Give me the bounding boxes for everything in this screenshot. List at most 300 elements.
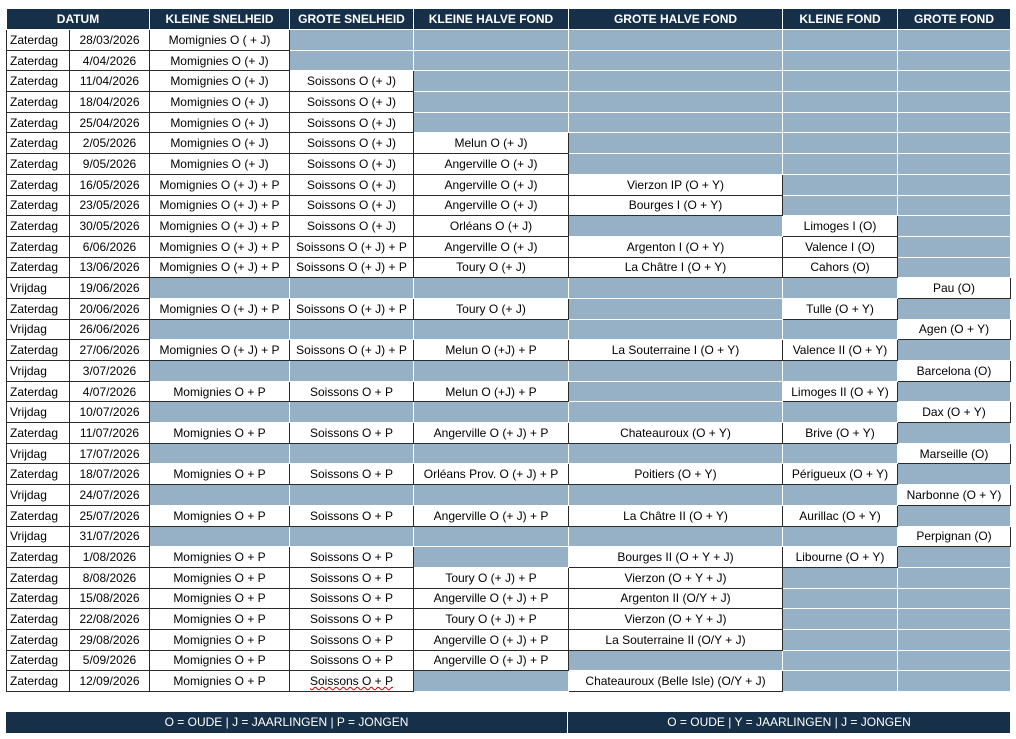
cell-date[interactable]: [70, 92, 150, 113]
cell-day[interactable]: [7, 257, 70, 278]
cell-kleine-fond[interactable]: [783, 319, 898, 340]
cell-kleine-halve-fond[interactable]: [414, 402, 569, 423]
cell-grote-fond[interactable]: [898, 154, 1011, 175]
header-kleine-halve-fond[interactable]: KLEINE HALVE FOND: [414, 9, 569, 30]
table-row: [7, 92, 1011, 113]
cell-grote-fond[interactable]: [898, 298, 1011, 319]
cell-date[interactable]: [70, 609, 150, 630]
cell-kleine-snelheid[interactable]: [150, 588, 290, 609]
cell-kleine-halve-fond[interactable]: [414, 423, 569, 444]
cell-text: Zaterdag: [10, 384, 59, 399]
cell-kleine-snelheid[interactable]: [150, 174, 290, 195]
cell-kleine-snelheid[interactable]: [150, 505, 290, 526]
cell-date[interactable]: [70, 112, 150, 133]
cell-kleine-fond[interactable]: [783, 588, 898, 609]
cell-grote-snelheid[interactable]: [290, 402, 414, 423]
cell-kleine-fond[interactable]: [783, 464, 898, 485]
cell-text: Zaterdag: [10, 425, 59, 440]
cell-text: Zaterdag: [10, 115, 59, 130]
table-row: [7, 278, 1011, 299]
cell-grote-halve-fond[interactable]: [569, 423, 783, 444]
cell-grote-snelheid[interactable]: [290, 133, 414, 154]
cell-kleine-fond[interactable]: [783, 443, 898, 464]
cell-grote-snelheid[interactable]: [290, 257, 414, 278]
cell-grote-halve-fond[interactable]: [569, 195, 783, 216]
cell-day[interactable]: [7, 298, 70, 319]
cell-kleine-snelheid[interactable]: [150, 319, 290, 340]
cell-date[interactable]: [70, 402, 150, 423]
cell-kleine-snelheid[interactable]: [150, 567, 290, 588]
cell-grote-snelheid[interactable]: [290, 195, 414, 216]
cell-grote-fond[interactable]: [898, 671, 1011, 692]
cell-grote-halve-fond[interactable]: [569, 361, 783, 382]
cell-date[interactable]: [70, 71, 150, 92]
cell-kleine-snelheid[interactable]: [150, 671, 290, 692]
cell-date[interactable]: [70, 50, 150, 71]
cell-day[interactable]: [7, 671, 70, 692]
cell-day[interactable]: [7, 112, 70, 133]
cell-grote-snelheid[interactable]: [290, 443, 414, 464]
cell-text: Soissons O (+ J): [306, 177, 397, 192]
cell-kleine-fond[interactable]: [783, 30, 898, 51]
cell-grote-halve-fond[interactable]: [569, 505, 783, 526]
cell-kleine-snelheid[interactable]: [150, 526, 290, 547]
cell-kleine-fond[interactable]: [783, 547, 898, 568]
cell-kleine-fond[interactable]: [783, 50, 898, 71]
cell-date[interactable]: [70, 629, 150, 650]
cell-text: Soissons O (+ J): [306, 198, 397, 213]
cell-grote-snelheid[interactable]: [290, 547, 414, 568]
cell-grote-snelheid[interactable]: [290, 30, 414, 51]
cell-grote-fond[interactable]: [898, 609, 1011, 630]
cell-kleine-snelheid[interactable]: [150, 402, 290, 423]
cell-day[interactable]: [7, 505, 70, 526]
cell-kleine-halve-fond[interactable]: [414, 154, 569, 175]
cell-grote-halve-fond[interactable]: [569, 92, 783, 113]
cell-grote-fond[interactable]: [898, 650, 1011, 671]
cell-kleine-snelheid[interactable]: [150, 92, 290, 113]
cell-text: Angerville O (+ J) + P: [433, 653, 549, 668]
cell-date[interactable]: [70, 236, 150, 257]
cell-grote-halve-fond[interactable]: [569, 154, 783, 175]
cell-kleine-snelheid[interactable]: [150, 464, 290, 485]
cell-grote-halve-fond[interactable]: [569, 319, 783, 340]
cell-grote-halve-fond[interactable]: [569, 257, 783, 278]
cell-day[interactable]: [7, 50, 70, 71]
cell-grote-fond[interactable]: [898, 629, 1011, 650]
cell-grote-fond[interactable]: [898, 174, 1011, 195]
cell-day[interactable]: [7, 71, 70, 92]
cell-kleine-snelheid[interactable]: [150, 50, 290, 71]
header-grote-halve-fond[interactable]: GROTE HALVE FOND: [569, 9, 783, 30]
cell-kleine-halve-fond[interactable]: [414, 381, 569, 402]
cell-grote-halve-fond[interactable]: [569, 547, 783, 568]
cell-kleine-snelheid[interactable]: [150, 154, 290, 175]
cell-grote-halve-fond[interactable]: [569, 112, 783, 133]
cell-grote-halve-fond[interactable]: [569, 236, 783, 257]
cell-kleine-fond[interactable]: [783, 340, 898, 361]
cell-grote-fond[interactable]: [898, 278, 1011, 299]
cell-grote-snelheid[interactable]: [290, 278, 414, 299]
cell-grote-halve-fond[interactable]: [569, 671, 783, 692]
cell-kleine-snelheid[interactable]: [150, 298, 290, 319]
cell-grote-snelheid[interactable]: [290, 567, 414, 588]
cell-day[interactable]: [7, 443, 70, 464]
cell-text: Momignies O + P: [173, 612, 266, 627]
cell-grote-fond[interactable]: [898, 216, 1011, 237]
cell-day[interactable]: [7, 30, 70, 51]
cell-kleine-snelheid[interactable]: [150, 71, 290, 92]
cell-kleine-halve-fond[interactable]: [414, 609, 569, 630]
cell-kleine-halve-fond[interactable]: [414, 278, 569, 299]
cell-kleine-halve-fond[interactable]: [414, 464, 569, 485]
cell-grote-halve-fond[interactable]: [569, 50, 783, 71]
cell-grote-fond[interactable]: [898, 402, 1011, 423]
cell-grote-fond[interactable]: [898, 567, 1011, 588]
cell-day[interactable]: [7, 650, 70, 671]
cell-grote-fond[interactable]: [898, 381, 1011, 402]
cell-grote-fond[interactable]: [898, 505, 1011, 526]
cell-kleine-halve-fond[interactable]: [414, 505, 569, 526]
cell-text: Soissons O (+ J) + P: [296, 301, 407, 316]
cell-date[interactable]: [70, 526, 150, 547]
cell-grote-snelheid[interactable]: [290, 92, 414, 113]
table-row: [7, 629, 1011, 650]
cell-day[interactable]: [7, 547, 70, 568]
cell-kleine-halve-fond[interactable]: [414, 319, 569, 340]
cell-grote-halve-fond[interactable]: [569, 485, 783, 506]
cell-grote-fond[interactable]: [898, 588, 1011, 609]
cell-day[interactable]: [7, 92, 70, 113]
cell-kleine-fond[interactable]: [783, 71, 898, 92]
cell-kleine-halve-fond[interactable]: [414, 650, 569, 671]
cell-kleine-fond[interactable]: [783, 526, 898, 547]
cell-grote-snelheid[interactable]: [290, 588, 414, 609]
cell-grote-halve-fond[interactable]: [569, 629, 783, 650]
cell-text: La Châtre I (O + Y): [624, 260, 727, 275]
cell-text: Zaterdag: [10, 260, 59, 275]
cell-grote-fond[interactable]: [898, 464, 1011, 485]
cell-text: Zaterdag: [10, 467, 59, 482]
cell-grote-snelheid[interactable]: [290, 505, 414, 526]
cell-grote-snelheid[interactable]: [290, 50, 414, 71]
cell-date[interactable]: [70, 650, 150, 671]
cell-grote-halve-fond[interactable]: [569, 609, 783, 630]
cell-day[interactable]: [7, 133, 70, 154]
header-kleine-fond[interactable]: KLEINE FOND: [783, 9, 898, 30]
cell-date[interactable]: [70, 174, 150, 195]
cell-grote-halve-fond[interactable]: [569, 174, 783, 195]
cell-kleine-snelheid[interactable]: [150, 236, 290, 257]
cell-grote-halve-fond[interactable]: [569, 298, 783, 319]
cell-kleine-fond[interactable]: [783, 216, 898, 237]
cell-day[interactable]: [7, 361, 70, 382]
cell-kleine-fond[interactable]: [783, 278, 898, 299]
cell-text: Marseille (O): [919, 446, 989, 461]
cell-kleine-snelheid[interactable]: [150, 195, 290, 216]
cell-kleine-fond[interactable]: [783, 92, 898, 113]
cell-text: Zaterdag: [10, 591, 59, 606]
cell-grote-fond[interactable]: [898, 30, 1011, 51]
cell-text: Angerville O (+ J): [444, 177, 538, 192]
cell-grote-snelheid[interactable]: [290, 526, 414, 547]
cell-grote-snelheid[interactable]: [290, 319, 414, 340]
cell-text: 4/04/2026: [82, 53, 137, 68]
cell-grote-snelheid[interactable]: [290, 298, 414, 319]
cell-kleine-halve-fond[interactable]: [414, 236, 569, 257]
cell-day[interactable]: [7, 319, 70, 340]
cell-grote-snelheid[interactable]: [290, 71, 414, 92]
cell-date[interactable]: [70, 505, 150, 526]
cell-grote-snelheid[interactable]: [290, 112, 414, 133]
cell-grote-snelheid[interactable]: [290, 671, 414, 692]
cell-text: Orléans O (+ J): [449, 219, 533, 234]
cell-kleine-halve-fond[interactable]: [414, 71, 569, 92]
cell-kleine-fond[interactable]: [783, 567, 898, 588]
cell-kleine-snelheid[interactable]: [150, 278, 290, 299]
cell-kleine-fond[interactable]: [783, 650, 898, 671]
cell-kleine-halve-fond[interactable]: [414, 195, 569, 216]
cell-kleine-fond[interactable]: [783, 381, 898, 402]
cell-date[interactable]: [70, 133, 150, 154]
cell-date[interactable]: [70, 588, 150, 609]
cell-grote-halve-fond[interactable]: [569, 567, 783, 588]
cell-grote-snelheid[interactable]: [290, 236, 414, 257]
cell-date[interactable]: [70, 278, 150, 299]
cell-grote-fond[interactable]: [898, 257, 1011, 278]
cell-date[interactable]: [70, 485, 150, 506]
cell-text: Cahors (O): [810, 260, 870, 275]
cell-kleine-halve-fond[interactable]: [414, 133, 569, 154]
cell-grote-halve-fond[interactable]: [569, 278, 783, 299]
cell-kleine-fond[interactable]: [783, 402, 898, 423]
cell-grote-fond[interactable]: [898, 71, 1011, 92]
cell-day[interactable]: [7, 154, 70, 175]
cell-grote-fond[interactable]: [898, 133, 1011, 154]
cell-kleine-fond[interactable]: [783, 361, 898, 382]
cell-date[interactable]: [70, 671, 150, 692]
cell-day[interactable]: [7, 340, 70, 361]
cell-grote-fond[interactable]: [898, 195, 1011, 216]
cell-date[interactable]: [70, 361, 150, 382]
cell-grote-halve-fond[interactable]: [569, 381, 783, 402]
cell-kleine-halve-fond[interactable]: [414, 92, 569, 113]
header-grote-fond[interactable]: GROTE FOND: [898, 9, 1011, 30]
cell-date[interactable]: [70, 423, 150, 444]
header-datum[interactable]: DATUM: [7, 9, 150, 30]
cell-date[interactable]: [70, 443, 150, 464]
cell-grote-halve-fond[interactable]: [569, 526, 783, 547]
cell-grote-fond[interactable]: [898, 340, 1011, 361]
cell-grote-halve-fond[interactable]: [569, 340, 783, 361]
cell-grote-halve-fond[interactable]: [569, 216, 783, 237]
cell-kleine-snelheid[interactable]: [150, 381, 290, 402]
cell-kleine-snelheid[interactable]: [150, 609, 290, 630]
cell-grote-snelheid[interactable]: [290, 216, 414, 237]
cell-day[interactable]: [7, 402, 70, 423]
cell-grote-fond[interactable]: [898, 423, 1011, 444]
cell-kleine-halve-fond[interactable]: [414, 257, 569, 278]
cell-date[interactable]: [70, 547, 150, 568]
cell-kleine-halve-fond[interactable]: [414, 50, 569, 71]
cell-kleine-fond[interactable]: [783, 629, 898, 650]
cell-kleine-snelheid[interactable]: [150, 443, 290, 464]
cell-grote-snelheid[interactable]: [290, 629, 414, 650]
cell-grote-halve-fond[interactable]: [569, 71, 783, 92]
cell-kleine-snelheid[interactable]: [150, 650, 290, 671]
cell-text: Pau (O): [932, 281, 975, 296]
cell-kleine-halve-fond[interactable]: [414, 30, 569, 51]
cell-kleine-halve-fond[interactable]: [414, 485, 569, 506]
header-kleine-snelheid[interactable]: KLEINE SNELHEID: [150, 9, 290, 30]
cell-text: 10/07/2026: [79, 405, 140, 420]
cell-day[interactable]: [7, 485, 70, 506]
cell-grote-halve-fond[interactable]: [569, 30, 783, 51]
cell-text: Vrijdag: [10, 446, 47, 461]
cell-kleine-halve-fond[interactable]: [414, 629, 569, 650]
cell-kleine-fond[interactable]: [783, 505, 898, 526]
cell-date[interactable]: [70, 257, 150, 278]
cell-text: La Souterraine I (O + Y): [611, 343, 740, 358]
cell-date[interactable]: [70, 464, 150, 485]
cell-kleine-fond[interactable]: [783, 298, 898, 319]
cell-text: Zaterdag: [10, 653, 59, 668]
table-row: [7, 50, 1011, 71]
cell-day[interactable]: [7, 423, 70, 444]
cell-grote-snelheid[interactable]: [290, 174, 414, 195]
cell-kleine-snelheid[interactable]: [150, 30, 290, 51]
cell-grote-fond[interactable]: [898, 319, 1011, 340]
cell-kleine-snelheid[interactable]: [150, 257, 290, 278]
cell-kleine-snelheid[interactable]: [150, 361, 290, 382]
cell-date[interactable]: [70, 340, 150, 361]
cell-text: 12/09/2026: [79, 674, 140, 689]
cell-kleine-halve-fond[interactable]: [414, 340, 569, 361]
cell-text: Momignies O + P: [173, 425, 266, 440]
cell-grote-halve-fond[interactable]: [569, 133, 783, 154]
cell-date[interactable]: [70, 216, 150, 237]
cell-day[interactable]: [7, 278, 70, 299]
cell-kleine-halve-fond[interactable]: [414, 526, 569, 547]
cell-kleine-fond[interactable]: [783, 174, 898, 195]
cell-kleine-fond[interactable]: [783, 112, 898, 133]
cell-grote-halve-fond[interactable]: [569, 402, 783, 423]
cell-text: Angerville O (+ J) + P: [433, 591, 549, 606]
cell-grote-snelheid[interactable]: [290, 464, 414, 485]
cell-grote-halve-fond[interactable]: [569, 443, 783, 464]
cell-date[interactable]: [70, 319, 150, 340]
cell-grote-snelheid[interactable]: [290, 650, 414, 671]
cell-day[interactable]: [7, 381, 70, 402]
cell-grote-fond[interactable]: [898, 547, 1011, 568]
cell-text: Soissons O + P: [309, 612, 394, 627]
cell-grote-fond[interactable]: [898, 112, 1011, 133]
cell-grote-snelheid[interactable]: [290, 154, 414, 175]
cell-kleine-halve-fond[interactable]: [414, 588, 569, 609]
cell-date[interactable]: [70, 567, 150, 588]
cell-grote-snelheid[interactable]: [290, 381, 414, 402]
cell-grote-fond[interactable]: [898, 526, 1011, 547]
cell-day[interactable]: [7, 195, 70, 216]
cell-kleine-snelheid[interactable]: [150, 423, 290, 444]
cell-grote-fond[interactable]: [898, 92, 1011, 113]
cell-kleine-snelheid[interactable]: [150, 547, 290, 568]
cell-kleine-halve-fond[interactable]: [414, 547, 569, 568]
cell-grote-fond[interactable]: [898, 443, 1011, 464]
cell-grote-snelheid[interactable]: [290, 340, 414, 361]
cell-day[interactable]: [7, 567, 70, 588]
cell-day[interactable]: [7, 216, 70, 237]
cell-grote-snelheid[interactable]: [290, 609, 414, 630]
cell-kleine-fond[interactable]: [783, 609, 898, 630]
cell-kleine-fond[interactable]: [783, 236, 898, 257]
cell-kleine-halve-fond[interactable]: [414, 567, 569, 588]
cell-kleine-fond[interactable]: [783, 485, 898, 506]
cell-day[interactable]: [7, 526, 70, 547]
cell-grote-halve-fond[interactable]: [569, 464, 783, 485]
cell-grote-fond[interactable]: [898, 361, 1011, 382]
header-grote-snelheid[interactable]: GROTE SNELHEID: [290, 9, 414, 30]
cell-kleine-snelheid[interactable]: [150, 485, 290, 506]
cell-date[interactable]: [70, 154, 150, 175]
cell-grote-snelheid[interactable]: [290, 423, 414, 444]
cell-date[interactable]: [70, 298, 150, 319]
cell-kleine-halve-fond[interactable]: [414, 298, 569, 319]
cell-kleine-fond[interactable]: [783, 423, 898, 444]
cell-kleine-fond[interactable]: [783, 154, 898, 175]
cell-text: Zaterdag: [10, 177, 59, 192]
cell-day[interactable]: [7, 464, 70, 485]
cell-date[interactable]: [70, 30, 150, 51]
cell-date[interactable]: [70, 381, 150, 402]
cell-kleine-halve-fond[interactable]: [414, 216, 569, 237]
cell-kleine-snelheid[interactable]: [150, 112, 290, 133]
cell-day[interactable]: [7, 174, 70, 195]
cell-kleine-snelheid[interactable]: [150, 340, 290, 361]
cell-grote-fond[interactable]: [898, 236, 1011, 257]
cell-day[interactable]: [7, 588, 70, 609]
cell-kleine-fond[interactable]: [783, 195, 898, 216]
table-row: [7, 112, 1011, 133]
cell-text: Vierzon IP (O + Y): [626, 177, 725, 192]
cell-kleine-halve-fond[interactable]: [414, 671, 569, 692]
cell-day[interactable]: [7, 236, 70, 257]
cell-kleine-fond[interactable]: [783, 257, 898, 278]
cell-kleine-halve-fond[interactable]: [414, 174, 569, 195]
cell-text: Dax (O + Y): [922, 405, 986, 420]
cell-kleine-snelheid[interactable]: [150, 629, 290, 650]
cell-kleine-halve-fond[interactable]: [414, 361, 569, 382]
cell-grote-fond[interactable]: [898, 485, 1011, 506]
cell-grote-halve-fond[interactable]: [569, 650, 783, 671]
cell-kleine-halve-fond[interactable]: [414, 443, 569, 464]
cell-grote-snelheid[interactable]: [290, 485, 414, 506]
cell-grote-snelheid[interactable]: [290, 361, 414, 382]
table-row: [7, 154, 1011, 175]
cell-grote-halve-fond[interactable]: [569, 588, 783, 609]
cell-kleine-fond[interactable]: [783, 133, 898, 154]
cell-kleine-snelheid[interactable]: [150, 133, 290, 154]
cell-text: Soissons O + P: [309, 632, 394, 647]
cell-date[interactable]: [70, 195, 150, 216]
cell-kleine-halve-fond[interactable]: [414, 112, 569, 133]
cell-kleine-snelheid[interactable]: [150, 216, 290, 237]
cell-day[interactable]: [7, 629, 70, 650]
cell-grote-fond[interactable]: [898, 50, 1011, 71]
cell-text: Momignies O + P: [173, 384, 266, 399]
cell-kleine-fond[interactable]: [783, 671, 898, 692]
cell-day[interactable]: [7, 609, 70, 630]
